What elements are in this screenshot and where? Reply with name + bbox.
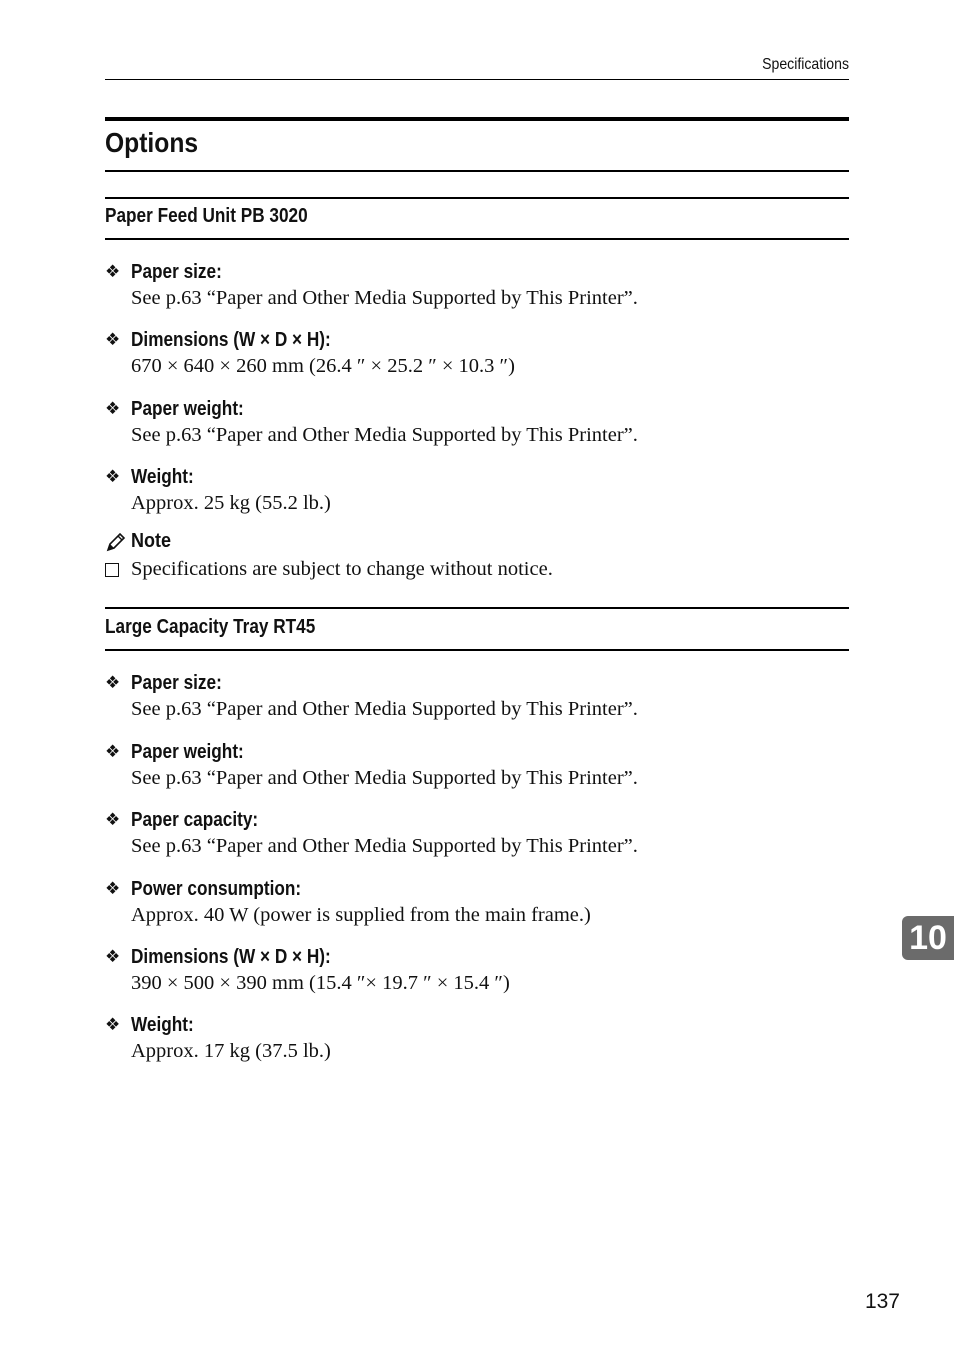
running-header: Specifications xyxy=(762,56,849,73)
spec-label: Paper size: xyxy=(131,260,222,283)
header-rule xyxy=(105,79,849,80)
subsection-rule-top xyxy=(105,607,849,609)
diamond-bullet-icon: ❖ xyxy=(105,399,121,418)
spec-item xyxy=(105,328,849,380)
checkbox-icon xyxy=(105,563,119,577)
diamond-bullet-icon: ❖ xyxy=(105,742,121,761)
spec-item xyxy=(105,260,849,312)
note-text: Specifications are subject to change without notice. xyxy=(131,558,553,580)
spec-item xyxy=(105,808,849,860)
spec-label: Paper weight: xyxy=(131,397,244,420)
spec-value: See p.63 “Paper and Other Media Supported by This Printer”. xyxy=(131,698,638,720)
spec-item xyxy=(105,877,849,929)
spec-label: Dimensions (W × D × H): xyxy=(131,945,331,968)
spec-label: Weight: xyxy=(131,465,194,488)
chapter-tab: 10 xyxy=(902,916,954,960)
spec-label: Dimensions (W × D × H): xyxy=(131,328,331,351)
spec-label: Weight: xyxy=(131,1013,194,1036)
note-heading xyxy=(105,530,175,553)
title-rule-bottom xyxy=(105,170,849,172)
spec-label: Paper capacity: xyxy=(131,808,259,831)
subsection-heading: Paper Feed Unit PB 3020 xyxy=(105,205,308,227)
note-item xyxy=(105,558,553,581)
page-title: Options xyxy=(105,127,199,158)
spec-value: See p.63 “Paper and Other Media Supported by This Printer”. xyxy=(131,287,638,309)
spec-label: Power consumption: xyxy=(131,877,302,900)
subsection-rule-bottom xyxy=(105,649,849,651)
spec-value: See p.63 “Paper and Other Media Supported by This Printer”. xyxy=(131,424,638,446)
spec-label: Paper weight: xyxy=(131,740,244,763)
spec-item xyxy=(105,465,849,517)
page-number: 137 xyxy=(864,1290,900,1313)
spec-value: See p.63 “Paper and Other Media Supported by This Printer”. xyxy=(131,835,638,857)
subsection-rule-top xyxy=(105,197,849,199)
spec-label: Paper size: xyxy=(131,671,222,694)
spec-item xyxy=(105,671,849,723)
pencil-note-icon xyxy=(105,531,131,553)
spec-item xyxy=(105,1013,849,1065)
diamond-bullet-icon: ❖ xyxy=(105,879,121,898)
spec-value: See p.63 “Paper and Other Media Supported by This Printer”. xyxy=(131,767,638,789)
subsection-heading: Large Capacity Tray RT45 xyxy=(105,616,316,638)
spec-value: 670 × 640 × 260 mm (26.4 ″ × 25.2 ″ × 10.3 ″) xyxy=(131,355,515,377)
diamond-bullet-icon: ❖ xyxy=(105,1015,121,1034)
spec-value: 390 × 500 × 390 mm (15.4 ″× 19.7 ″ × 15.4 ″) xyxy=(131,972,510,994)
title-rule-top xyxy=(105,117,849,121)
subsection-rule-bottom xyxy=(105,238,849,240)
spec-item xyxy=(105,740,849,792)
diamond-bullet-icon: ❖ xyxy=(105,947,121,966)
spec-value: Approx. 17 kg (37.5 lb.) xyxy=(131,1040,331,1062)
spec-item xyxy=(105,397,849,449)
diamond-bullet-icon: ❖ xyxy=(105,467,121,486)
diamond-bullet-icon: ❖ xyxy=(105,330,121,349)
spec-value: Approx. 25 kg (55.2 lb.) xyxy=(131,492,331,514)
diamond-bullet-icon: ❖ xyxy=(105,673,121,692)
spec-item xyxy=(105,945,849,997)
spec-value: Approx. 40 W (power is supplied from the main frame.) xyxy=(131,904,591,926)
diamond-bullet-icon: ❖ xyxy=(105,810,121,829)
diamond-bullet-icon: ❖ xyxy=(105,262,121,281)
note-title: Note xyxy=(131,530,172,552)
